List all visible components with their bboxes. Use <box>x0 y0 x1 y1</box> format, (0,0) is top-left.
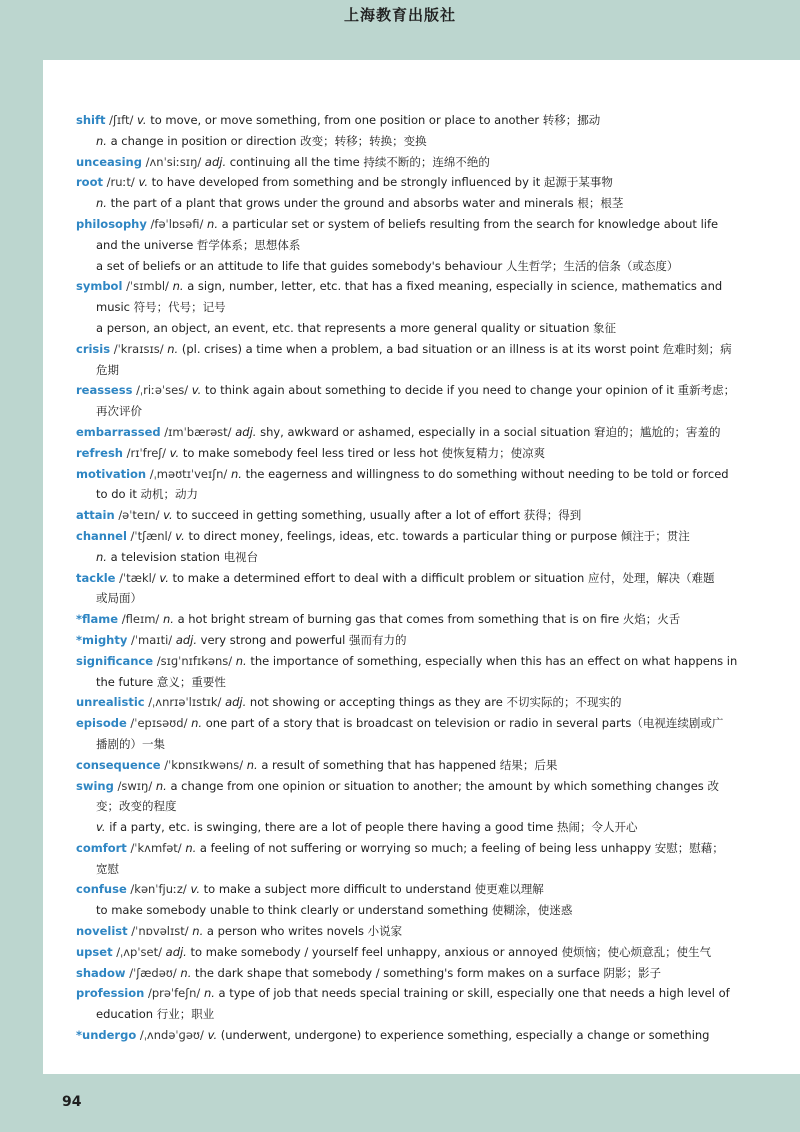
glossary-entry-line <box>76 713 724 734</box>
definition: to have developed from something and be strongly influenced by it 起源于某事物 <box>151 175 613 190</box>
definition: a person, an object, an event, etc. that represents a more general quality or situation 象征 <box>96 320 617 335</box>
part-of-speech: n. <box>96 549 107 564</box>
part-of-speech: n. <box>162 612 174 627</box>
part-of-speech: v. <box>138 175 148 190</box>
definition: music 符号；代号；记号 <box>96 300 226 315</box>
definition: very strong and powerful 强而有力的 <box>200 632 407 647</box>
headword: confuse <box>76 882 127 897</box>
part-of-speech: v. <box>96 820 106 835</box>
glossary-entry-line <box>76 630 716 651</box>
definition: a particular set or system of beliefs resulting from the search for knowledge about life <box>221 216 719 231</box>
headword: significance <box>76 653 154 668</box>
headword: shadow <box>76 965 126 980</box>
part-of-speech: n. <box>96 133 107 148</box>
part-of-speech: v. <box>207 1028 218 1043</box>
glossary-continuation-line <box>76 235 716 256</box>
glossary-continuation-line <box>76 796 716 817</box>
glossary-continuation-line <box>76 734 716 755</box>
glossary-entry-line <box>76 526 716 547</box>
glossary-continuation-line <box>76 1004 716 1025</box>
glossary-entry-line <box>76 152 716 173</box>
pronunciation: /prəˈfeʃn/ <box>147 986 201 1001</box>
glossary-continuation-line <box>76 360 716 381</box>
glossary-entry-line <box>76 651 738 672</box>
headword: unceasing <box>76 154 142 169</box>
glossary-continuation-line <box>76 588 716 609</box>
pronunciation: /əˈteɪn/ <box>118 508 160 523</box>
headword: symbol <box>76 279 123 294</box>
definition: not showing or accepting things as they are 不切实际的；不现实的 <box>249 695 622 710</box>
part-of-speech: adj. <box>225 695 247 710</box>
part-of-speech: n. <box>203 986 215 1001</box>
definition: to succeed in getting something, usually after a lot of effort 获得；得到 <box>176 508 582 523</box>
glossary-list <box>76 110 738 1046</box>
definition: a change in position or direction 改变；转移；转换；变换 <box>110 133 427 148</box>
part-of-speech: n. <box>172 279 184 294</box>
definition: the eagerness and willingness to do something without needing to be told or forced <box>245 466 729 481</box>
headword: tackle <box>76 570 116 585</box>
headword: motivation <box>76 466 147 481</box>
pronunciation: /fəˈlɒsəfi/ <box>150 216 204 231</box>
headword: reassess <box>76 383 133 398</box>
glossary-entry-line <box>76 443 716 464</box>
pronunciation: /ˈnɒvəlɪst/ <box>131 924 189 939</box>
definition: to make a subject more difficult to understand 使更难以理解 <box>203 882 544 897</box>
part-of-speech: n. <box>167 341 179 356</box>
definition: the importance of something, especially when this has an effect on what happens in <box>250 653 738 668</box>
glossary-continuation-line <box>76 672 716 693</box>
definition: one part of a story that is broadcast on television or radio in several parts（电视连续剧或广 <box>205 716 724 731</box>
glossary-continuation-line <box>76 484 716 505</box>
pronunciation: /ˌʌpˈset/ <box>116 944 162 959</box>
pronunciation: /ʃɪft/ <box>109 113 134 127</box>
pronunciation: /ˈepɪsəʊd/ <box>130 716 188 731</box>
glossary-continuation-line <box>76 900 716 921</box>
definition: a feeling of not suffering or worrying so much; a feeling of being less unhappy 安慰；慰藉； <box>199 840 724 855</box>
headword: crisis <box>76 341 111 356</box>
definition: to make somebody / yourself feel unhappy, anxious or annoyed 使烦恼；使心烦意乱；使生气 <box>190 944 712 959</box>
part-of-speech: v. <box>175 528 185 543</box>
definition: 播剧的）一集 <box>96 736 165 751</box>
glossary-entry-line <box>76 380 736 401</box>
headword: root <box>76 175 103 190</box>
headword: novelist <box>76 924 128 939</box>
pronunciation: /ˈtʃænl/ <box>130 528 172 543</box>
definition: a hot bright stream of burning gas that comes from something that is on fire 火焰；火舌 <box>177 612 681 627</box>
part-of-speech: n. <box>192 924 204 939</box>
part-of-speech: adj. <box>165 944 187 959</box>
headword: profession <box>76 986 145 1001</box>
part-of-speech: adj. <box>175 632 198 647</box>
definition: to make somebody unable to think clearly or understand something 使糊涂，使迷惑 <box>96 903 573 918</box>
definition: to do it 动机；动力 <box>96 487 199 502</box>
definition: to think again about something to decide if you need to change your opinion of it 重新考虑； <box>204 383 736 398</box>
definition: a television station 电视台 <box>110 549 259 564</box>
headword: swing <box>76 778 114 793</box>
pronunciation: /ˈʃædəʊ/ <box>129 965 177 980</box>
definition: if a party, etc. is swinging, there are a lot of people there having a good time 热闹；令人开心 <box>109 820 638 835</box>
glossary-continuation-line <box>76 817 716 838</box>
part-of-speech: v. <box>159 570 169 585</box>
headword: upset <box>76 944 113 959</box>
definition: to move, or move something, from one position or place to another 转移；挪动 <box>150 113 601 127</box>
headword: *undergo <box>76 1028 137 1043</box>
glossary-entry-line <box>76 214 719 235</box>
pronunciation: /swɪŋ/ <box>117 778 153 793</box>
pronunciation: /ˌʌndəˈɡəʊ/ <box>139 1028 204 1043</box>
glossary-entry-line <box>76 983 730 1004</box>
pronunciation: /ˈkʌmfət/ <box>130 840 182 855</box>
pronunciation: /kənˈfjuːz/ <box>130 882 187 897</box>
headword: consequence <box>76 757 161 772</box>
headword: embarrassed <box>76 424 161 439</box>
part-of-speech: adj. <box>204 154 227 169</box>
headword: *flame <box>76 612 119 627</box>
pronunciation: /ˌriːəˈses/ <box>136 383 189 398</box>
definition: education 行业；职业 <box>96 1007 215 1022</box>
page-sheet <box>43 60 800 1074</box>
glossary-entry-line <box>76 776 719 797</box>
part-of-speech: n. <box>235 653 247 668</box>
pronunciation: /ˌʌnrɪəˈlɪstɪk/ <box>148 695 222 710</box>
definition: to direct money, feelings, ideas, etc. towards a particular thing or purpose 倾注于；贯注 <box>188 528 690 543</box>
part-of-speech: v. <box>169 445 180 460</box>
glossary-entry-line <box>76 879 716 900</box>
glossary-continuation-line <box>76 131 716 152</box>
part-of-speech: v. <box>137 113 147 127</box>
part-of-speech: n. <box>96 196 107 211</box>
definition: (pl. crises) a time when a problem, a bad situation or an illness is at its worst point 危难时刻；病 <box>181 341 732 356</box>
headword: episode <box>76 716 127 731</box>
glossary-entry-line <box>76 921 716 942</box>
definition: a change from one opinion or situation to another; the amount by which something changes 改 <box>170 778 719 793</box>
definition: 或局面） <box>96 591 142 606</box>
pronunciation: /fleɪm/ <box>121 612 160 627</box>
pronunciation: /ruːt/ <box>106 175 135 190</box>
glossary-entry-line <box>76 339 732 360</box>
glossary-continuation-line <box>76 256 716 277</box>
part-of-speech: v. <box>163 508 173 523</box>
part-of-speech: n. <box>246 757 258 772</box>
definition: to make a determined effort to deal with a difficult problem or situation 应付，处理，解决（难题 <box>172 570 715 585</box>
headword: attain <box>76 508 115 523</box>
headword: refresh <box>76 445 123 460</box>
headword: comfort <box>76 840 127 855</box>
glossary-entry-line <box>76 963 716 984</box>
pronunciation: /ˈtækl/ <box>119 570 156 585</box>
glossary-continuation-line <box>76 297 716 318</box>
glossary-entry-line <box>76 568 716 589</box>
part-of-speech: n. <box>180 965 192 980</box>
publisher-header: 上海教育出版社 <box>343 6 456 24</box>
glossary-entry-line <box>76 110 716 131</box>
definition: a type of job that needs special training or skill, especially one that needs a high level of <box>218 986 730 1001</box>
glossary-entry-line <box>76 1025 716 1046</box>
definition: and the universe 哲学体系；思想体系 <box>96 237 301 252</box>
definition: 再次评价 <box>96 404 142 419</box>
headword: *mighty <box>76 632 128 647</box>
part-of-speech: n. <box>155 778 167 793</box>
definition: continuing all the time 持续不断的；连绵不绝的 <box>229 154 490 169</box>
pronunciation: /ˈkɒnsɪkwəns/ <box>164 757 244 772</box>
pronunciation: /ˈmaɪti/ <box>131 632 173 647</box>
pronunciation: /ɪmˈbærəst/ <box>164 424 232 439</box>
glossary-continuation-line <box>76 547 716 568</box>
definition: a person who writes novels 小说家 <box>206 924 403 939</box>
definition: (underwent, undergone) to experience something, especially a change or something <box>220 1028 710 1043</box>
glossary-entry-line <box>76 505 716 526</box>
definition: 危期 <box>96 362 119 377</box>
part-of-speech: n. <box>185 840 197 855</box>
part-of-speech: n. <box>230 466 242 481</box>
part-of-speech: v. <box>190 882 200 897</box>
pronunciation: /ˈkraɪsɪs/ <box>113 341 164 356</box>
headword: shift <box>76 113 106 127</box>
definition: 变；改变的程度 <box>96 799 177 814</box>
pronunciation: /rɪˈfreʃ/ <box>126 445 167 460</box>
headword: unrealistic <box>76 695 145 710</box>
definition: the dark shape that somebody / something's form makes on a surface 阴影；影子 <box>195 965 661 980</box>
glossary-entry-line <box>76 838 724 859</box>
glossary-entry-line <box>76 276 723 297</box>
headword: channel <box>76 528 127 543</box>
glossary-continuation-line <box>76 318 716 339</box>
pronunciation: /ˌməʊtɪˈveɪʃn/ <box>149 466 228 481</box>
page-number: 94 <box>62 1094 82 1110</box>
definition: a result of something that has happened 结果；后果 <box>261 757 558 772</box>
part-of-speech: adj. <box>235 424 257 439</box>
part-of-speech: n. <box>207 216 218 231</box>
definition: to make somebody feel less tired or less hot 使恢复精力；使凉爽 <box>182 445 546 460</box>
glossary-continuation-line <box>76 859 716 880</box>
definition: a set of beliefs or an attitude to life that guides somebody's behaviour 人生哲学；生活的信条（或态度） <box>96 258 679 273</box>
definition: a sign, number, letter, etc. that has a fixed meaning, especially in science, mathematics and <box>187 279 723 294</box>
glossary-entry-line <box>76 609 716 630</box>
part-of-speech: v. <box>191 383 202 398</box>
glossary-continuation-line <box>76 193 716 214</box>
glossary-entry-line <box>76 464 729 485</box>
definition: 宽慰 <box>96 861 119 876</box>
pronunciation: /ʌnˈsiːsɪŋ/ <box>145 154 202 169</box>
headword: philosophy <box>76 216 147 231</box>
definition: the future 意义；重要性 <box>96 674 226 689</box>
glossary-entry-line <box>76 692 716 713</box>
glossary-entry-line <box>76 942 716 963</box>
part-of-speech: n. <box>191 716 203 731</box>
definition: shy, awkward or ashamed, especially in a social situation 窘迫的；尴尬的；害羞的 <box>260 424 721 439</box>
pronunciation: /ˈsɪmbl/ <box>126 279 169 294</box>
glossary-entry-line <box>76 755 716 776</box>
glossary-entry-line <box>76 172 716 193</box>
glossary-continuation-line <box>76 401 716 422</box>
glossary-entry-line <box>76 422 721 443</box>
definition: the part of a plant that grows under the ground and absorbs water and minerals 根；根茎 <box>110 196 624 211</box>
pronunciation: /sɪɡˈnɪfɪkəns/ <box>156 653 233 668</box>
